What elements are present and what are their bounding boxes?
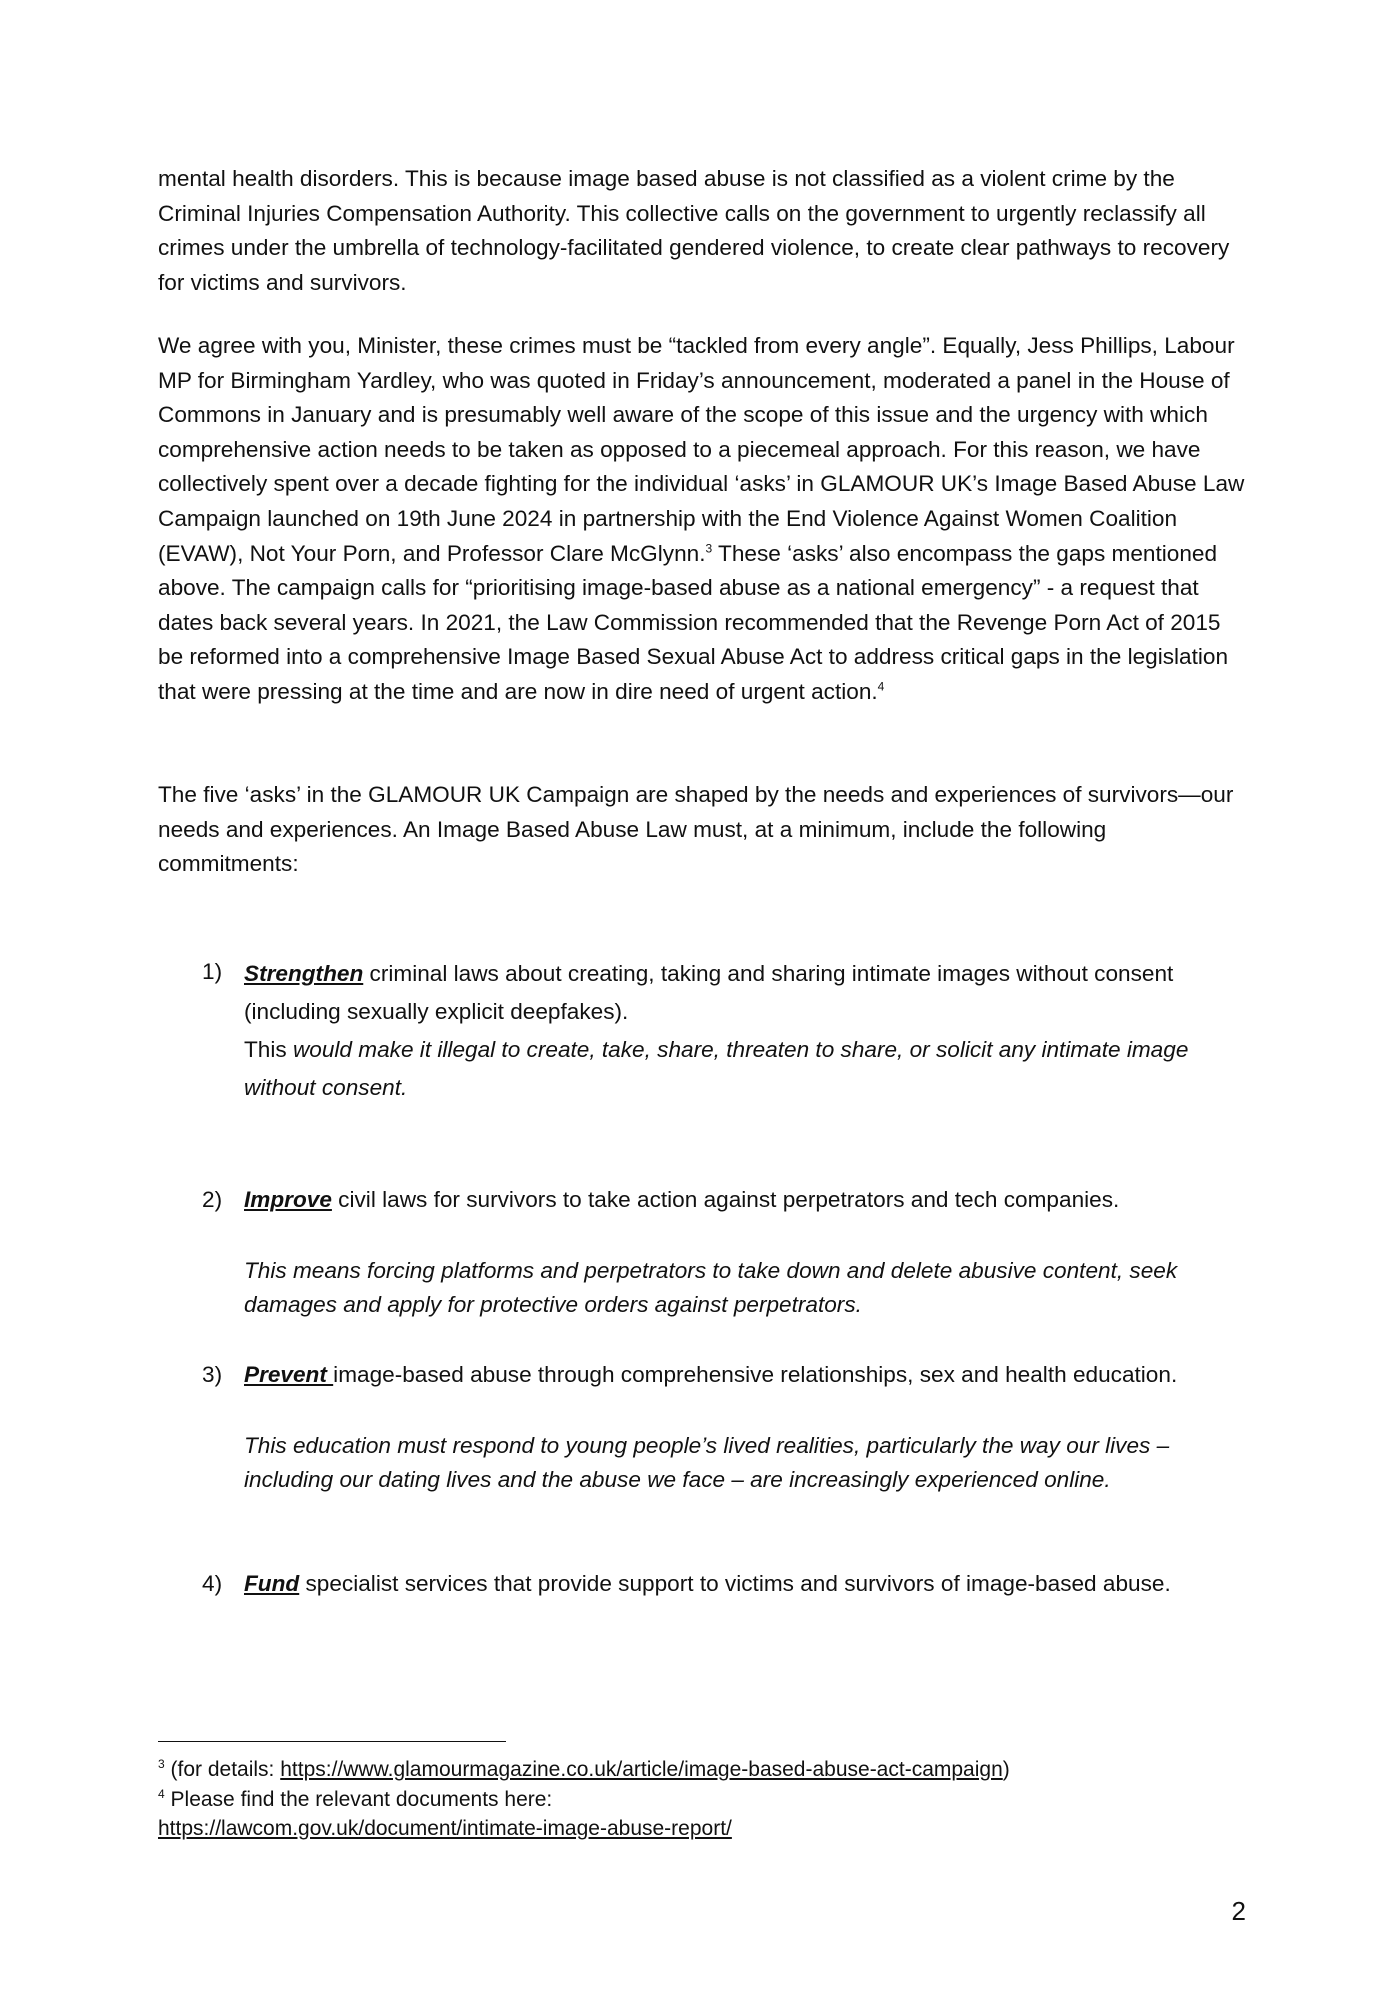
- footnote-3: [158, 1755, 1258, 1785]
- ask-content: [244, 955, 1248, 1107]
- footnote-reference-4[interactable]: 4: [877, 679, 885, 694]
- list-number: 4): [202, 1571, 223, 1596]
- ask-heading: [244, 1567, 1248, 1602]
- ask-heading: [244, 955, 1248, 1031]
- ask-detail-italic: would make it illegal to create, take, share, threaten to share, or solicit any intimate image without consent.: [244, 1037, 1189, 1100]
- footnotes: [158, 1755, 1258, 1844]
- footnote-3-link[interactable]: https://www.glamourmagazine.co.uk/article/image-based-abuse-act-campaign: [280, 1758, 1003, 1781]
- ask-text: civil laws for survivors to take action against perpetrators and tech companies.: [331, 1187, 1120, 1212]
- list-number: 1): [202, 959, 223, 984]
- footnote-reference-3[interactable]: 3: [705, 541, 713, 556]
- footnote-text: (for details:: [164, 1758, 281, 1781]
- paragraph-recovery-pathways: [158, 162, 1248, 300]
- paragraph-text: [158, 329, 1248, 710]
- footnote-text: Please find the relevant documents here:: [164, 1787, 553, 1811]
- ask-detail-plain: This: [244, 1037, 293, 1062]
- footnote-marker: 4: [158, 1786, 165, 1801]
- footnote-4-link-line: [158, 1814, 1258, 1844]
- paragraph-text-part: We agree with you, Minister, these crimes must be “tackled from every angle”. Equally, Jess Phillips, Labour MP for Birmingham Yardley, who was quoted in Friday’s announcement, moderated a panel in the House of Commons in January and is presumably well aware of the scope of this issue and the urgency with which comprehensive action needs to be taken as opposed to a piecemeal approach. For this reason, we have collectively spent over a decade fighting for the individual ‘asks’ in GLAMOUR UK’s Image Based Abuse Law Campaign launched on 19th June 2024 in partnership with the End Violence Against Women Coalition (EVAW), Not Your Porn, and Professor Clare McGlynn.: [158, 333, 1245, 566]
- ask-lead-word: Fund: [244, 1571, 300, 1596]
- ask-content: [244, 1183, 1248, 1323]
- ask-lead-word: Strengthen: [244, 961, 364, 986]
- footnote-4-link[interactable]: https://lawcom.gov.uk/document/intimate-image-abuse-report/: [158, 1817, 732, 1840]
- footnote-marker: 3: [158, 1757, 165, 1771]
- paragraph-text: mental health disorders. This is because image based abuse is not classified as a violent crime by the Criminal Injuries Compensation Authority. This collective calls on the government to urgently reclassify all crimes under the umbrella of technology-facilitated gendered violence, to create clear pathways to recovery for victims and survivors.: [158, 166, 1230, 295]
- ask-lead-word: Prevent: [244, 1362, 334, 1387]
- list-number: 2): [202, 1187, 223, 1212]
- ask-text: criminal laws about creating, taking and sharing intimate images without consent (including sexually explicit deepfakes).: [244, 961, 1174, 1024]
- ask-detail-italic: This education must respond to young people’s lived realities, particularly the way our lives – including our dating lives and the abuse we face – are increasingly experienced online.: [244, 1432, 1170, 1493]
- ask-content: [244, 1358, 1248, 1498]
- footnote-separator: [158, 1741, 506, 1742]
- footnote-text: ): [1002, 1758, 1010, 1781]
- footnote-4: [158, 1785, 1258, 1815]
- ask-detail: [244, 1031, 1248, 1107]
- paragraph-five-asks-intro: [158, 778, 1248, 882]
- ask-lead-word: Improve: [244, 1187, 332, 1212]
- page-number: 2: [1231, 1896, 1246, 1926]
- ask-text: specialist services that provide support to victims and survivors of image-based abuse.: [299, 1571, 1171, 1596]
- paragraph-text-part: These ‘asks’ also encompass the gaps mentioned above. The campaign calls for “prioritising image-based abuse as a national emergency” - a request that dates back several years. In 2021, the Law Commission recommended that the Revenge Porn Act of 2015 be reformed into a comprehensive Image Based Sexual Abuse Act to address critical gaps in the legislation that were pressing at the time and are now in dire need of urgent action.: [158, 540, 1229, 704]
- ask-heading: [244, 1183, 1248, 1218]
- ask-text: image-based abuse through comprehensive relationships, sex and health education.: [333, 1362, 1178, 1387]
- list-number: 3): [202, 1362, 223, 1387]
- ask-heading: [244, 1358, 1248, 1393]
- paragraph-campaign-background: [158, 329, 1248, 710]
- ask-detail-italic: This means forcing platforms and perpetrators to take down and delete abusive content, seek damages and apply for protective orders against perpetrators.: [244, 1257, 1178, 1318]
- paragraph-text: The five ‘asks’ in the GLAMOUR UK Campaign are shaped by the needs and experiences of survivors—our needs and experiences. An Image Based Abuse Law must, at a minimum, include the following commitments:: [158, 782, 1234, 877]
- ask-content: [244, 1567, 1248, 1602]
